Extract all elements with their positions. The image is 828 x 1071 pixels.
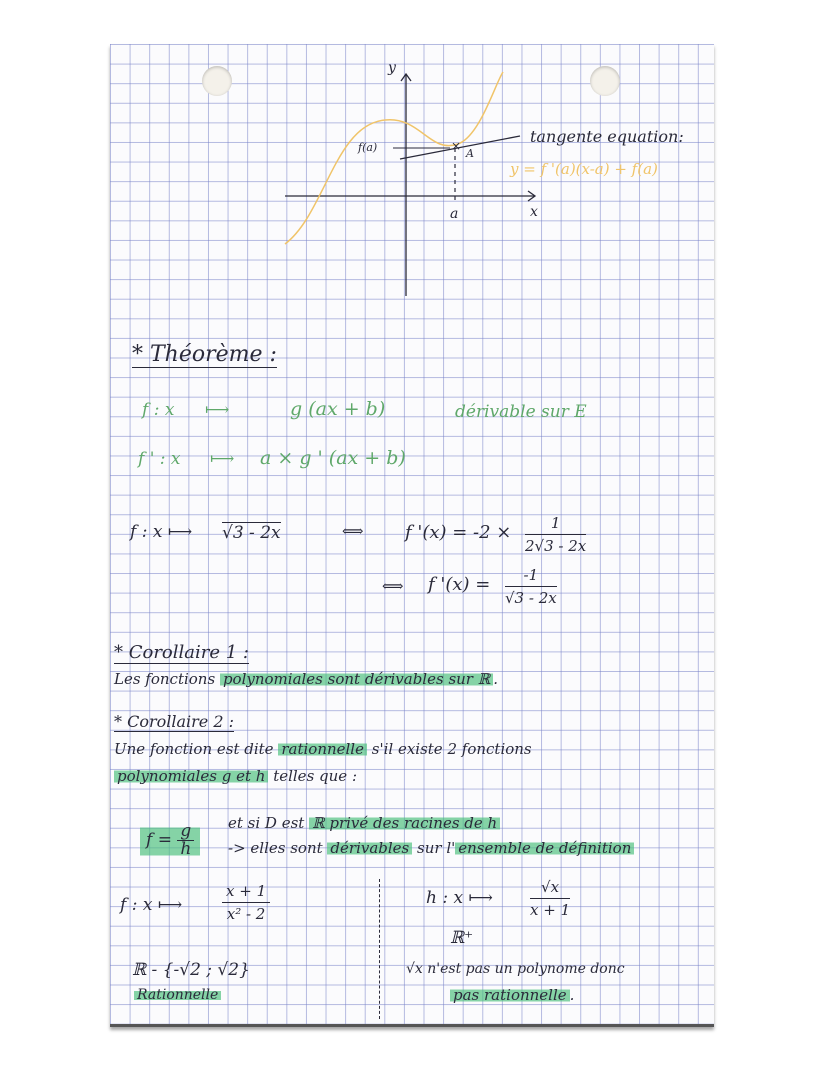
corollary2-line1-before: Une fonction est dite [114, 740, 274, 758]
right-domain: ℝ⁺ [450, 928, 474, 948]
fa-label: f(a) [358, 141, 378, 154]
corollary2-line2-after: telles que : [273, 767, 357, 785]
point-a-marker: × [450, 139, 462, 153]
left-domain: ℝ - {-√2 ; √2} [132, 960, 250, 980]
corollary1-highlight: polynomiales sont dérivables sur ℝ [220, 670, 493, 688]
corollary1-text-before: Les fonctions [114, 670, 216, 688]
theorem-line2-rhs: a × g ' (ax + b) [260, 447, 406, 469]
corollary2-line2 [114, 769, 357, 784]
left-fraction [222, 882, 270, 923]
left-numerator: x + 1 [222, 882, 270, 903]
right-line1: √x n'est pas un polynome donc [406, 961, 625, 977]
corollary2-line1-highlight: rationnelle [278, 740, 367, 758]
condition2-highlight: dérivables [327, 839, 412, 857]
corollary1-text [114, 672, 498, 687]
equiv-2: ⟺ [382, 577, 404, 595]
deriv2-denominator: √3 - 2x [505, 589, 557, 607]
x-axis-label: x [530, 204, 538, 220]
corollary2-condition2 [228, 841, 634, 856]
corollary2-line1 [114, 742, 532, 757]
notebook-page [110, 44, 714, 1027]
theorem-line1-note: dérivable sur E [455, 402, 587, 422]
right-h-lhs: h : x ⟼ [426, 888, 493, 908]
y-axis-label: y [388, 60, 396, 76]
left-f-lhs: f : x ⟼ [120, 895, 183, 915]
column-divider [379, 879, 380, 1019]
example-f-lhs: f : x ⟼ [130, 522, 193, 542]
a-label: a [450, 206, 459, 222]
deriv2-fraction [505, 566, 557, 607]
deriv1-fraction [525, 514, 586, 555]
corollary1-text-after: . [493, 670, 498, 688]
theorem-line2-lhs: f ' : x [138, 449, 181, 469]
left-denominator: x² - 2 [226, 905, 266, 923]
condition1-highlight: ℝ privé des racines de h [309, 814, 500, 832]
tangent-title: tangente equation: [530, 127, 684, 146]
point-label: A [466, 147, 474, 160]
example-f-rhs: √3 - 2x [222, 523, 281, 543]
condition2-highlight2: ensemble de définition [455, 839, 634, 857]
deriv2-lhs: f '(x) = [428, 574, 491, 595]
right-fraction [530, 878, 570, 919]
right-line2 [450, 988, 574, 1003]
right-denominator: x + 1 [530, 901, 571, 919]
deriv1-denominator: 2√3 - 2x [525, 537, 587, 555]
corollary2-heading: * Corollaire 2 : [114, 712, 234, 731]
corollary1-heading: * Corollaire 1 : [114, 642, 249, 663]
frac-numerator: g [177, 823, 194, 841]
equiv-1: ⟺ [342, 522, 364, 540]
theorem-line1-rhs: g (ax + b) [290, 398, 386, 420]
g-over-h [177, 823, 194, 858]
condition2-mid: sur l' [417, 839, 456, 857]
condition2-before: -> elles sont [228, 839, 323, 857]
maps-to-arrow-icon-2: ⟼ [210, 449, 235, 469]
deriv2-numerator: -1 [505, 566, 557, 587]
right-line2-highlight: pas rationnelle [450, 986, 570, 1004]
corollary2-line1-after: s'il existe 2 fonctions [371, 740, 532, 758]
condition1-before: et si D est [228, 814, 305, 832]
theorem-heading: * Théorème : [132, 342, 277, 367]
deriv1-numerator: 1 [525, 514, 586, 535]
right-numerator: √x [530, 878, 570, 899]
frac-f-label: f = [146, 830, 172, 850]
corollary2-line2-highlight: polynomiales g et h [114, 767, 268, 785]
maps-to-arrow-icon: ⟼ [205, 400, 230, 420]
right-line2-end: . [569, 986, 575, 1004]
rational-fraction-definition [140, 819, 200, 862]
theorem-line1-lhs: f : x [142, 400, 175, 420]
frac-denominator: h [180, 839, 192, 859]
left-result: Rationnelle [134, 988, 221, 1002]
deriv1-lhs: f '(x) = -2 × [405, 522, 512, 543]
corollary2-condition1 [228, 816, 500, 831]
tangent-formula: y = f '(a)(x-a) + f(a) [510, 160, 658, 178]
